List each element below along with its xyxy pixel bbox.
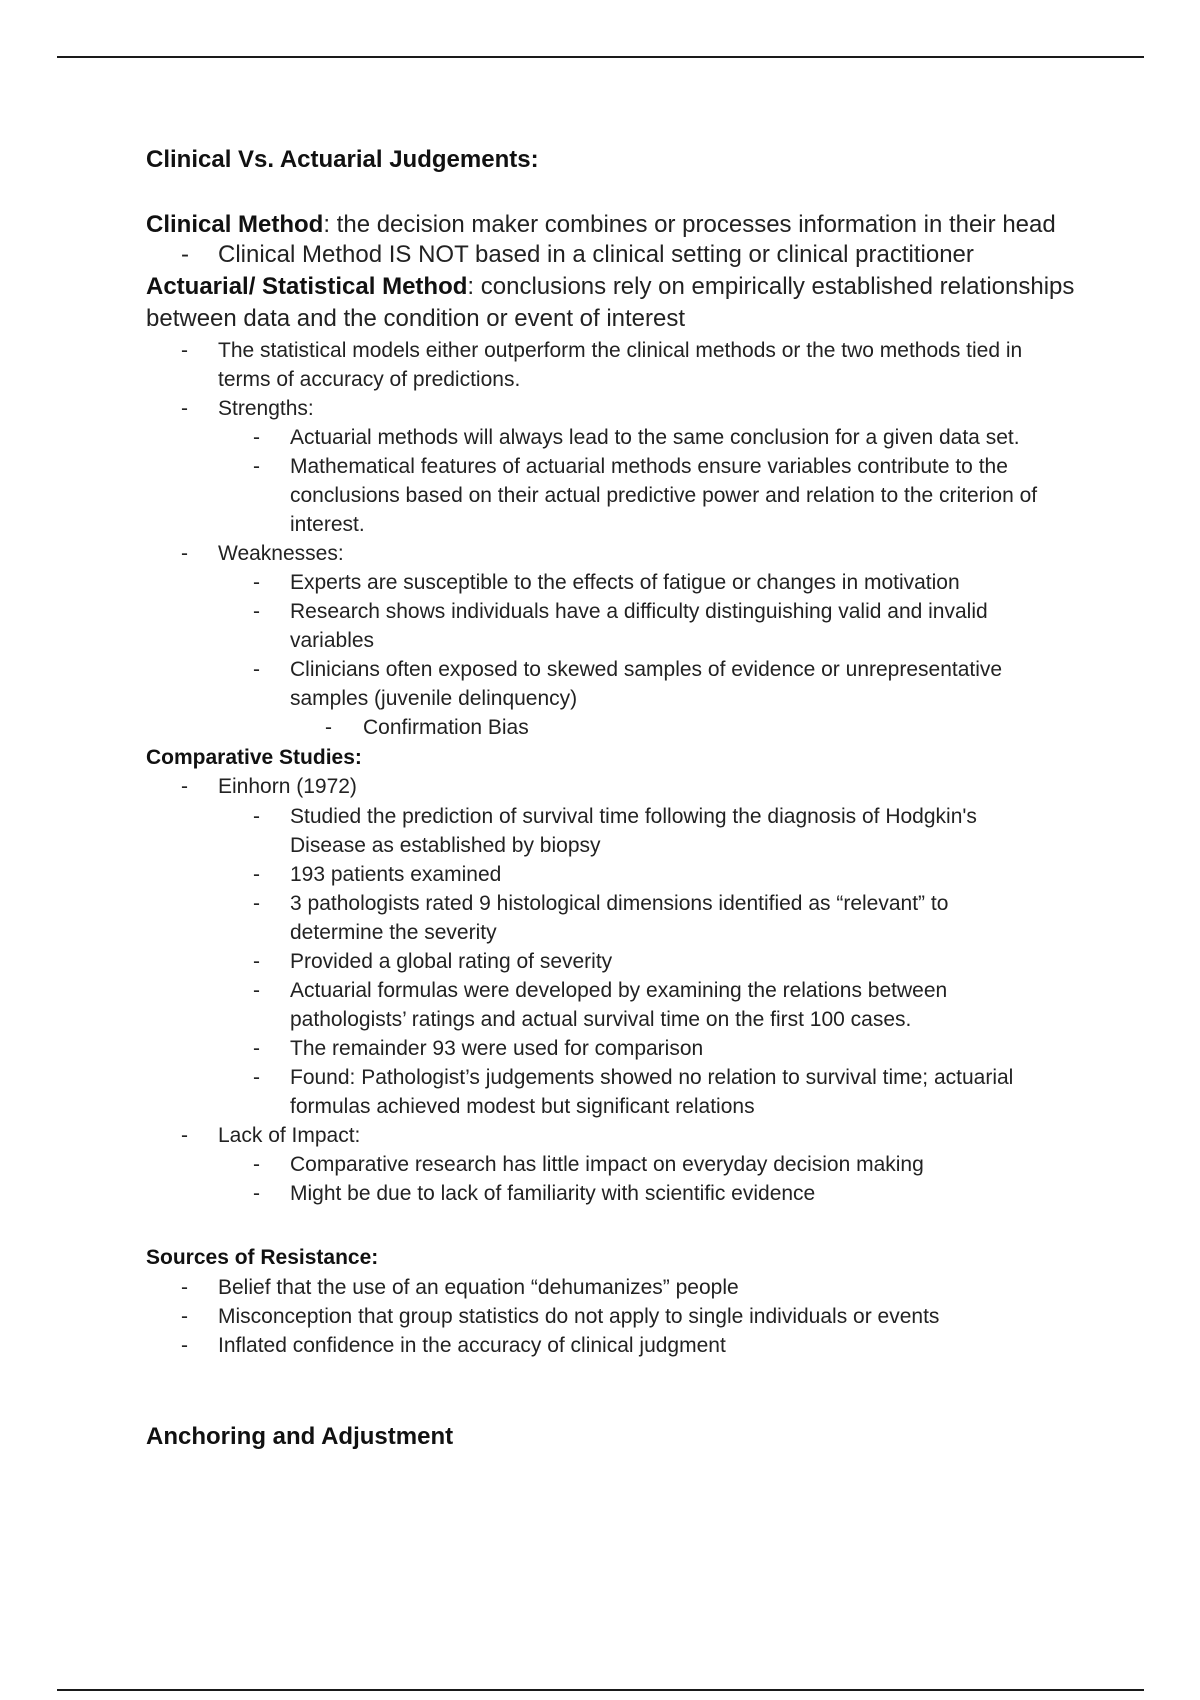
anchoring-heading: Anchoring and Adjustment [146, 1423, 454, 1450]
top-rule [57, 56, 1144, 58]
actuarial-method-term: Actuarial/ Statistical Method [146, 273, 468, 300]
bullet-dash: - [181, 241, 189, 268]
sources-of-resistance-heading: Sources of Resistance: [146, 1246, 379, 1269]
page-title: Clinical Vs. Actuarial Judgements: [146, 146, 539, 173]
actuarial-method-definition: Actuarial/ Statistical Method: conclusions rely on empirically established relationships [146, 273, 1075, 300]
actuarial-method-definition-cont: between data and the condition or event of interest [146, 305, 686, 332]
clinical-method-definition: Clinical Method: the decision maker combines or processes information in their head [146, 211, 1056, 238]
bottom-rule [57, 1689, 1144, 1691]
comparative-studies-heading: Comparative Studies: [146, 746, 362, 769]
clinical-method-term: Clinical Method [146, 211, 324, 238]
